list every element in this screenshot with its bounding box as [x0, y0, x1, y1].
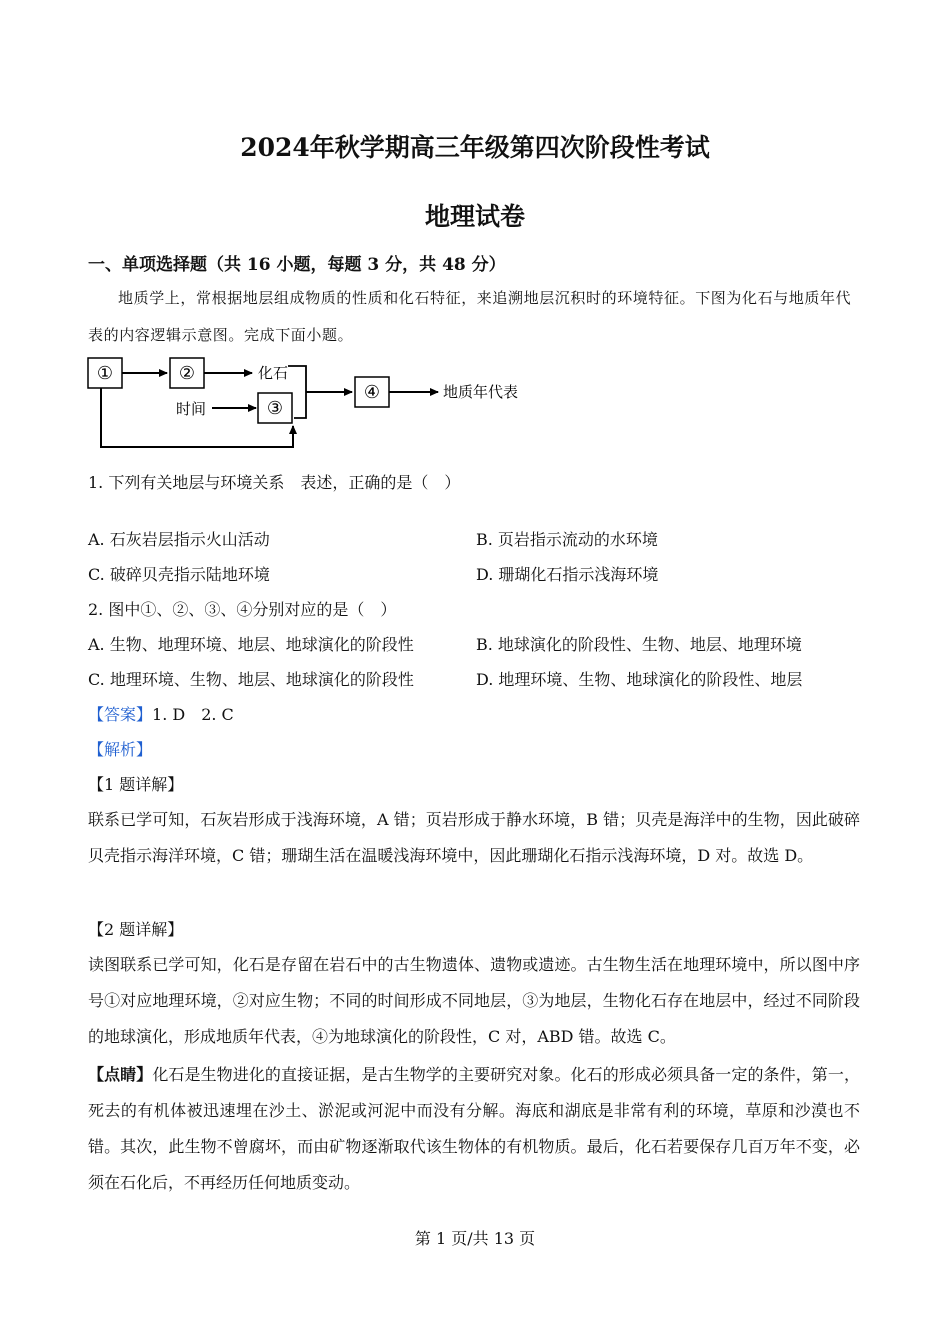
detail-2-tag: 【2 题详解】: [88, 920, 184, 939]
page-subtitle: 地理试卷: [424, 202, 525, 231]
intro-paragraph: 地质学上，常根据地层组成物质的性质和化石特征，来追溯地层沉积时的环境特征。下图为化石与地质年代表的内容逻辑示意图。完成下面小题。: [88, 289, 852, 344]
q1-option-b: B. 页岩指示流动的水环境: [476, 530, 658, 549]
tip-text: 化石是生物进化的直接证据，是古生物学的主要研究对象。化石的形成必须具备一定的条件，第一，死去的有机体被迅速埋在沙土、淤泥或河泥中而没有分解。海底和湖底是非常有利的环境，草原和沙漠也不错。其次，此生物不曾腐坏，而由矿物逐渐取代该生物体的有机物质。最后，化石若要保存几百万年不变，必须在石化后，不再经历任何地质变动。: [88, 1065, 860, 1192]
question-2-stem: 2. 图中①、②、③、④分别对应的是（ ）: [88, 600, 397, 619]
q2-option-b: B. 地球演化的阶段性、生物、地层、地理环境: [476, 635, 802, 654]
fossil-label: 化石: [258, 364, 289, 382]
answer-tag: 【答案】: [88, 705, 153, 724]
q1-option-a: A. 石灰岩层指示火山活动: [88, 530, 270, 549]
analysis-tag: 【解析】: [88, 740, 153, 759]
diagram-box-3-label: ③: [266, 398, 284, 419]
detail-1-text: 联系已学可知，石灰岩形成于浅海环境，A 错；页岩形成于静水环境，B 错；贝壳是海洋中的生物，因此破碎贝壳指示海洋环境，C 错；珊瑚生活在温暖浅海环境中，因此珊瑚化石指示浅海环境，D 对。故选 D。: [88, 810, 860, 865]
detail-1-tag: 【1 题详解】: [88, 775, 184, 794]
q2-option-c: C. 地理环境、生物、地层、地球演化的阶段性: [88, 670, 414, 689]
tip-tag: 【点睛】: [88, 1065, 153, 1084]
detail-2-text: 读图联系已学可知，化石是存留在岩石中的古生物遗体、遗物或遗迹。古生物生活在地理环境中，所以图中序号①对应地理环境，②对应生物；不同的时间形成不同地层，③为地层，生物化石存在地层中，经过不同阶段的地球演化，形成地质年代表，④为地球演化的阶段性，C 对，ABD 错。故选 C。: [88, 955, 860, 1046]
tip-paragraph: [88, 1057, 860, 1201]
diagram-box-1-label: ①: [96, 363, 114, 384]
q1-option-c: C. 破碎贝壳指示陆地环境: [88, 565, 270, 584]
fossil-logic-diagram: [80, 350, 550, 460]
output-label: 地质年代表: [443, 383, 519, 401]
diagram-box-2-label: ②: [178, 363, 196, 384]
q2-option-d: D. 地理环境、生物、地球演化的阶段性、地层: [476, 670, 803, 689]
answer-line: [88, 703, 234, 727]
section-heading: 一、单项选择题（共 16 小题，每题 3 分，共 48 分）: [88, 255, 506, 275]
answer-text: 1. D 2. C: [152, 705, 234, 724]
q1-option-d: D. 珊瑚化石指示浅海环境: [476, 565, 659, 584]
question-1-stem: 1. 下列有关地层与环境关系 表述，正确的是（ ）: [88, 473, 461, 492]
diagram-box-4-label: ④: [363, 382, 381, 403]
page-title: 2024年秋学期高三年级第四次阶段性考试: [240, 133, 710, 162]
time-label: 时间: [176, 400, 207, 418]
q2-option-a: A. 生物、地理环境、地层、地球演化的阶段性: [88, 635, 414, 654]
page-footer: 第 1 页/共 13 页: [414, 1229, 536, 1248]
